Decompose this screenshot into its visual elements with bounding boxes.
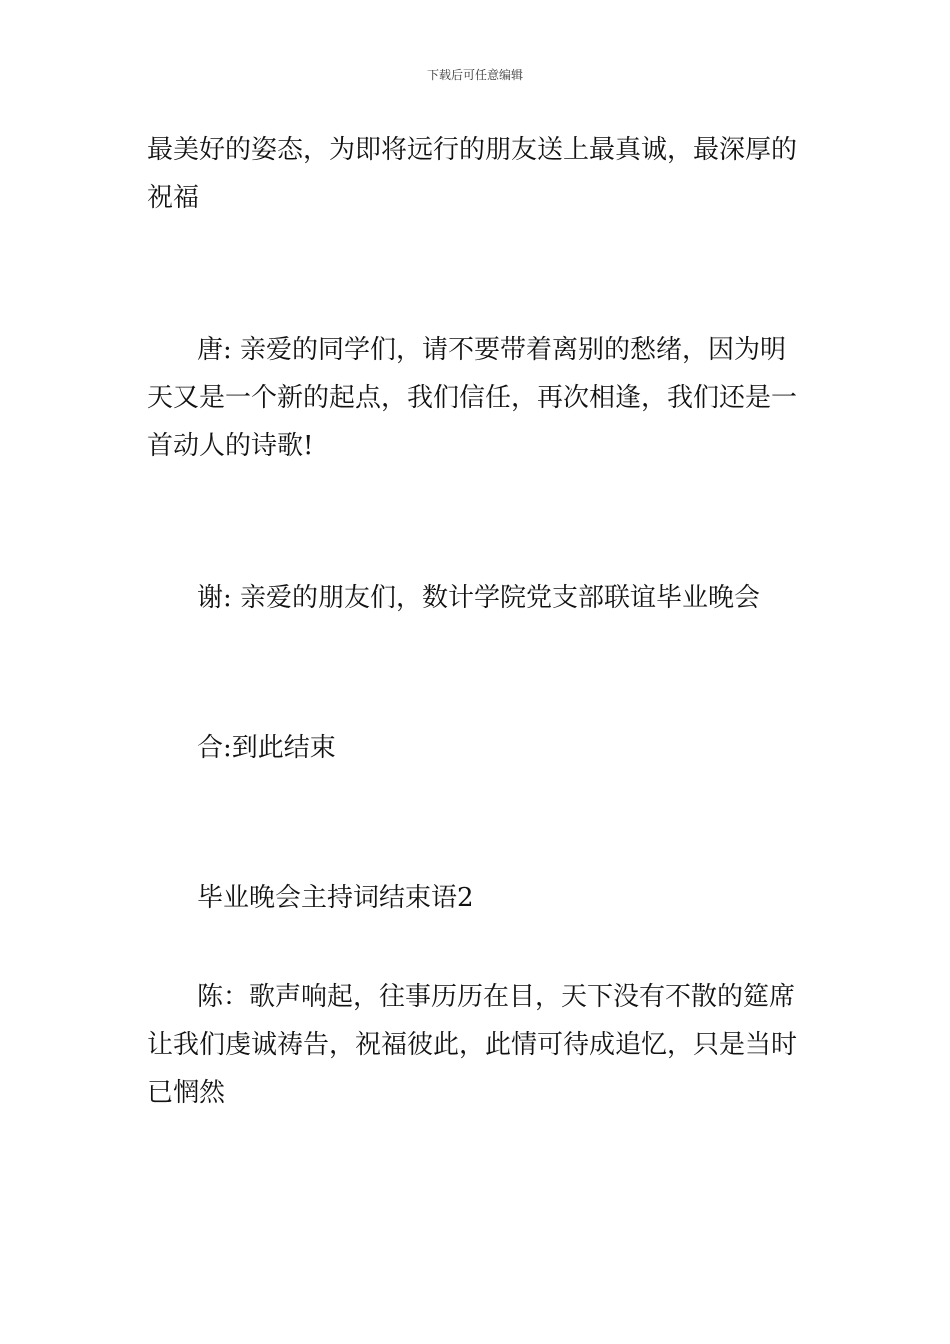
paragraph-3 — [147, 574, 811, 622]
text-line: 让我们虔诚祷告，祝福彼此，此情可待成追忆，只是当时 — [147, 1030, 798, 1060]
text-line: 毕业晚会主持词结束语2 — [197, 883, 474, 913]
text-line: 已惘然 — [147, 1078, 226, 1108]
section-title — [147, 874, 811, 922]
text-line: 陈：歌声响起，往事历历在目，天下没有不散的筵席 — [197, 982, 796, 1012]
paragraph-6 — [147, 973, 811, 1117]
text-line: 首动人的诗歌! — [147, 431, 314, 461]
paragraph-1 — [147, 126, 811, 222]
text-line: 合:到此结束 — [197, 733, 336, 763]
paragraph-4 — [147, 724, 811, 772]
paragraph-2 — [147, 326, 811, 470]
text-line: 祝福 — [147, 183, 200, 213]
text-line: 唐: 亲爱的同学们，请不要带着离别的愁绪，因为明 — [197, 335, 787, 365]
page-header: 下载后可任意编辑 — [426, 68, 523, 82]
text-line: 谢: 亲爱的朋友们，数计学院党支部联谊毕业晚会 — [197, 583, 761, 613]
text-line: 天又是一个新的起点，我们信任，再次相逢，我们还是一 — [147, 383, 798, 413]
text-line: 最美好的姿态，为即将远行的朋友送上最真诚，最深厚的 — [147, 135, 798, 165]
